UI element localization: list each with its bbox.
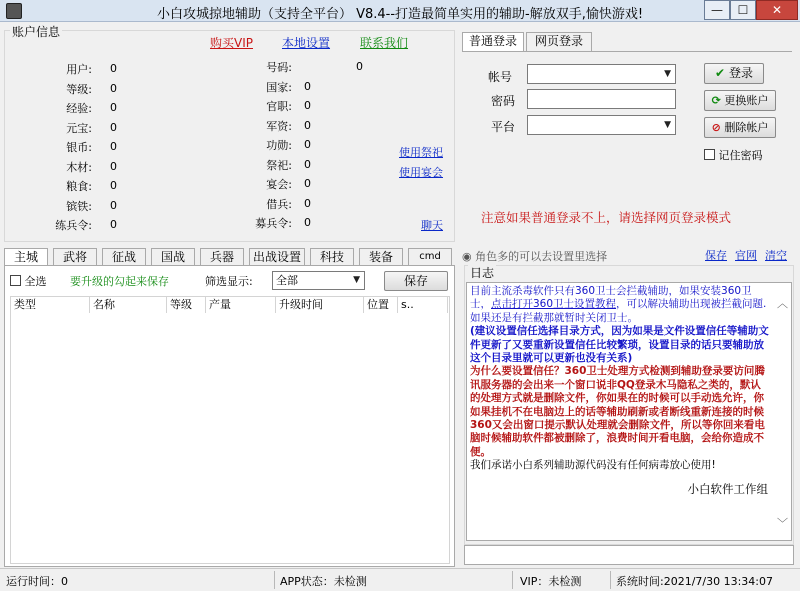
field-label: 元宝:	[66, 121, 92, 135]
column-header[interactable]: 名称	[90, 297, 167, 313]
account-combo[interactable]	[527, 64, 676, 84]
chevron-down-icon: ▼	[664, 69, 671, 79]
log-line: ，可以解决辅助出现被拦截问题.如果还是有拦截那就暂时关闭卫士。	[470, 298, 767, 324]
field-label: 镔铁:	[66, 199, 92, 213]
field-value: 0	[110, 159, 117, 173]
field-label: 用户:	[66, 63, 92, 76]
field-label: 练兵令:	[55, 219, 92, 232]
tab-0[interactable]: 主城	[4, 248, 48, 266]
select-all-label: 全选	[24, 275, 47, 288]
scroll-down-icon[interactable]: ﹀	[777, 516, 788, 530]
local-settings-link[interactable]: 本地设置	[282, 36, 331, 50]
delete-account-button[interactable]	[704, 117, 776, 138]
login-notice: 注意如果普通登录不上，请选择网页登录模式	[481, 210, 732, 225]
switch-account-button[interactable]	[704, 90, 776, 111]
field-value: 0	[110, 198, 117, 212]
use-banquet-link[interactable]: 使用宴会	[399, 166, 443, 179]
remember-password-label: 记住密码	[718, 149, 763, 162]
no-entry-icon: ⊘	[711, 121, 721, 134]
field-label: 银币:	[66, 141, 92, 154]
log-line: 我们承诺小白系列辅助源代码没有任何病毒放心使用!	[470, 459, 716, 472]
save-filter-button[interactable]: 保存	[384, 271, 448, 291]
vip-status: VIP：未检测	[520, 575, 582, 588]
switch-account-label: 更换账户	[724, 94, 769, 107]
tab-6[interactable]: 科技	[310, 248, 354, 266]
use-sacrifice-link[interactable]: 使用祭祀	[399, 146, 443, 159]
tab-5[interactable]: 出战设置	[249, 248, 305, 266]
column-header[interactable]: 产量	[206, 297, 276, 313]
upgrade-hint: 要升级的勾起来保存	[70, 275, 169, 288]
field-label: 经验:	[66, 102, 92, 115]
tab-normal-login[interactable]: 普通登录	[462, 32, 524, 52]
field-value: 0	[304, 157, 311, 171]
command-input[interactable]	[464, 545, 794, 565]
filter-label: 筛选显示:	[205, 275, 253, 288]
tab-web-login[interactable]: 网页登录	[526, 32, 592, 52]
field-value: 0	[304, 196, 311, 210]
tab-2[interactable]: 征战	[102, 248, 146, 266]
refresh-icon: ⟳	[711, 94, 721, 107]
column-header[interactable]: s..	[398, 297, 448, 313]
scroll-up-icon[interactable]: ︿	[777, 297, 788, 310]
log-label: 日志	[470, 266, 495, 280]
status-separator	[512, 571, 513, 589]
column-header[interactable]: 升级时间	[276, 297, 364, 313]
field-label: 木材:	[66, 160, 92, 174]
field-value: 0	[356, 60, 363, 73]
field-value: 0	[110, 101, 117, 114]
field-label: 借兵:	[266, 197, 292, 211]
field-label: 国家:	[266, 80, 292, 94]
app-status: APP状态：未检测	[280, 575, 367, 588]
select-all[interactable]	[10, 273, 47, 289]
chat-link[interactable]: 聊天	[421, 219, 443, 232]
remember-password[interactable]	[704, 147, 763, 163]
role-select-label: 角色多的可以去设置里选择	[475, 250, 608, 263]
platform-combo[interactable]	[527, 115, 676, 135]
field-value: 0	[110, 179, 117, 192]
delete-account-label: 删除帐户	[724, 121, 769, 134]
field-value: 0	[110, 140, 117, 153]
save-link[interactable]: 保存	[705, 249, 727, 262]
log-textbox[interactable]	[466, 282, 792, 541]
tab-8[interactable]: cmd	[408, 248, 452, 266]
field-value: 0	[110, 218, 117, 231]
filter-value: 全部	[276, 274, 298, 287]
chevron-down-icon: ▼	[353, 275, 360, 285]
field-label: 官职:	[266, 100, 292, 113]
contact-us-link[interactable]: 联系我们	[360, 36, 409, 50]
column-header[interactable]: 位置	[364, 297, 398, 313]
field-label: 募兵令:	[255, 217, 292, 230]
password-field[interactable]	[527, 89, 676, 109]
official-site-link[interactable]: 官网	[735, 249, 757, 262]
password-label: 密码	[491, 94, 516, 108]
account-label: 帐号	[488, 70, 513, 84]
field-value: 0	[110, 81, 117, 95]
field-label: 祭祀:	[266, 158, 292, 172]
maximize-button[interactable]: ☐	[730, 0, 756, 20]
column-header[interactable]: 等级	[167, 297, 206, 313]
log-line: 目前主流杀毒软件只有360卫士会拦截辅助，如果安装360卫士，	[470, 285, 752, 311]
clear-link[interactable]: 清空	[765, 249, 787, 262]
field-value: 0	[304, 216, 311, 229]
field-label: 军资:	[266, 119, 292, 133]
field-value: 0	[304, 79, 311, 93]
platform-label: 平台	[491, 120, 516, 134]
chevron-down-icon: ▼	[664, 120, 671, 130]
status-separator	[610, 571, 611, 589]
field-value: 0	[110, 120, 117, 134]
system-time: 系统时间:2021/7/30 13:34:07	[616, 575, 774, 588]
field-value: 0	[304, 118, 311, 132]
field-value: 0	[110, 62, 117, 75]
building-table[interactable]	[10, 296, 450, 564]
minimize-button[interactable]: —	[704, 0, 730, 20]
runtime-status: 运行时间：0	[6, 575, 68, 588]
field-label: 功勋:	[266, 139, 292, 152]
log-line: 为什么要设置信任？360卫士处理方式检测到辅助登录要访问腾讯服务器的会出来一个窗口说非QQ登录木马隐私之类的，默认的处理方式就是删除文件，你如果在的时候可以手动选允许，你如果挂机不在电脑边上的话等辅助刷新或者断线重新连接的时候360又会出窗口提示默认处理就会删除文件，所以等你回来看电脑时候辅助软件都被删除了，浪费时间开看电脑，会给你造成不便。	[470, 365, 765, 458]
tab-4[interactable]: 兵器	[200, 248, 244, 266]
log-line: (建议设置信任选择目录方式，因为如果是文件设置信任等辅助文件更新了又要重新设置信任比较繁琐，设置目录的话只要辅助放这个目录里就可以更新也没有关系)	[470, 325, 769, 365]
status-separator	[274, 571, 275, 589]
tab-3[interactable]: 国战	[151, 248, 195, 266]
filter-combo[interactable]	[272, 271, 365, 290]
login-button[interactable]	[704, 63, 764, 84]
remember-password-checkbox[interactable]	[704, 149, 715, 160]
log-signature: 小白软件工作组	[687, 481, 768, 496]
account-info-label: 账户信息	[12, 25, 61, 39]
status-bar	[0, 568, 800, 591]
select-all-checkbox[interactable]	[10, 275, 21, 286]
role-select-radio[interactable]	[462, 248, 607, 264]
title-bar	[0, 0, 800, 22]
tab-7[interactable]: 装备	[359, 248, 403, 266]
window-title: 小白攻城掠地辅助（支持全平台） V8.4--打造最简单实用的辅助-解放双手,愉快游戏!	[156, 7, 644, 22]
login-button-label: 登录	[728, 66, 753, 80]
field-label: 号码:	[266, 61, 292, 74]
tab-1[interactable]: 武将	[53, 248, 97, 266]
360-tutorial-link[interactable]: 点击打开360卫士设置教程	[491, 298, 617, 311]
buy-vip-link[interactable]: 购买VIP	[210, 36, 253, 50]
close-button[interactable]: ✕	[756, 0, 798, 20]
column-header[interactable]: 类型	[11, 297, 90, 313]
field-value: 0	[304, 138, 311, 151]
radio-icon: ◉	[462, 250, 472, 263]
check-icon: ✔	[715, 66, 726, 80]
field-value: 0	[304, 99, 311, 112]
field-label: 等级:	[66, 82, 92, 96]
field-value: 0	[304, 177, 311, 190]
field-label: 宴会:	[266, 178, 292, 191]
field-label: 粮食:	[66, 180, 92, 193]
